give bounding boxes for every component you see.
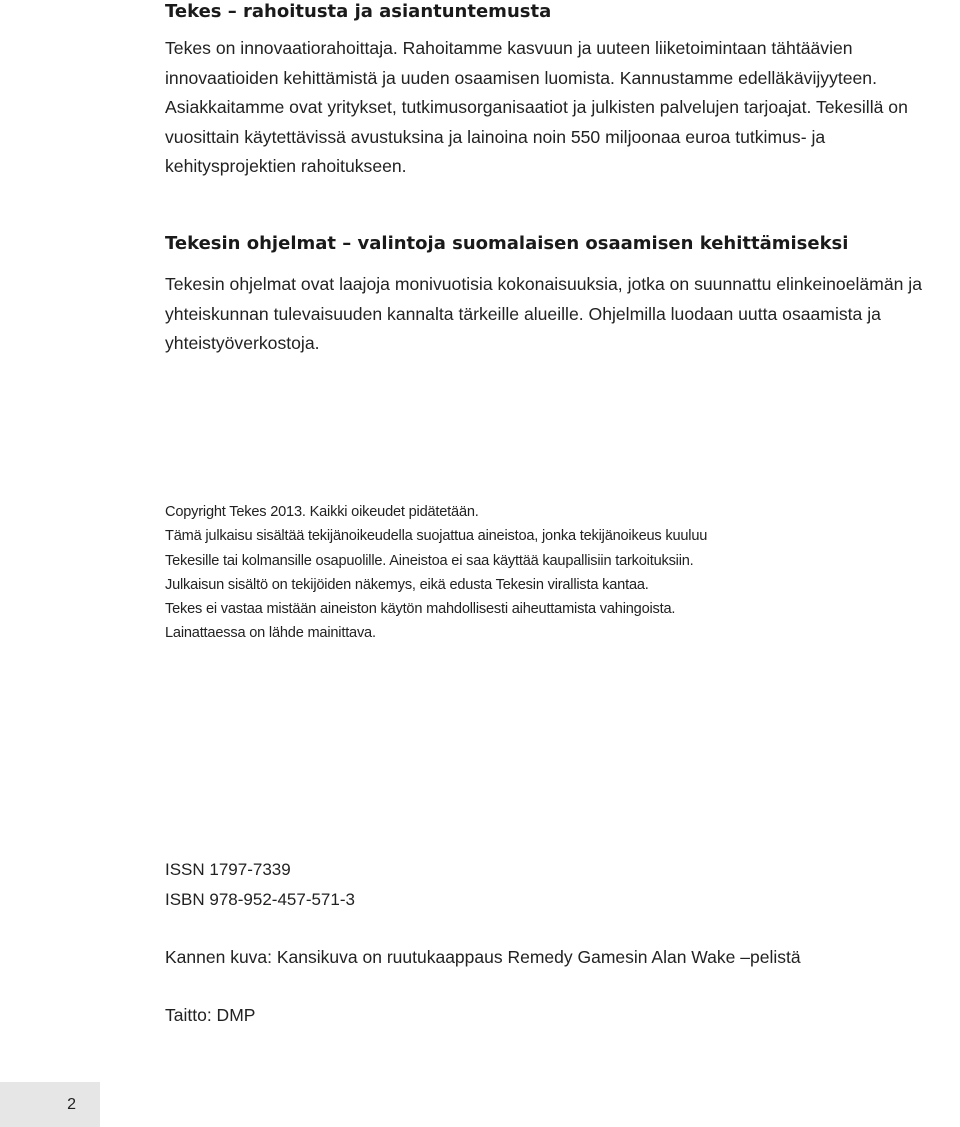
isbn-number: ISBN 978-952-457-571-3: [165, 890, 355, 909]
page-number: 2: [67, 1096, 76, 1113]
copyright-line: Lainattaessa on lähde mainittava.: [165, 625, 376, 642]
page-number-tab: [0, 1082, 100, 1127]
copyright-line: Tämä julkaisu sisältää tekijänoikeudella suojattua aineistoa, jonka tekijänoikeus kuuluu: [165, 528, 708, 545]
copyright-line: Julkaisun sisältö on tekijöiden näkemys, eikä edusta Tekesin virallista kantaa.: [165, 576, 649, 593]
copyright-line: Copyright Tekes 2013. Kaikki oikeudet pidätetään.: [165, 504, 479, 520]
copyright-line: Tekesille tai kolmansille osapuolille. Aineistoa ei saa käyttää kaupallisiin tarkoituksiin.: [165, 552, 694, 569]
intro-heading: Tekes – rahoitusta ja asiantuntemusta: [165, 1, 552, 22]
layout-credit: Taitto: DMP: [165, 1005, 256, 1025]
issn-number: ISSN 1797-7339: [165, 860, 291, 879]
copyright-notice: [165, 500, 865, 646]
intro-paragraph: Tekes on innovaatiorahoittaja. Rahoitamme kasvuun ja uuteen liiketoimintaan tähtäävien innovaatioiden kehittämistä ja uuden osaamisen luomista. Kannustamme edelläkävijyyteen. Asiakkaitamme ovat yritykset, tutkimusorganisaatiot ja julkisten palvelujen tarjoajat. Tekesillä on vuosittain käytettävissä avustuksina ja lainoina noin 550 miljoonaa euroa tutkimus- ja kehitysprojektien rahoitukseen.: [165, 38, 908, 177]
cover-image-credit: Kannen kuva: Kansikuva on ruutukaappaus Remedy Gamesin Alan Wake –pelistä: [165, 947, 801, 967]
programs-heading: Tekesin ohjelmat – valintoja suomalaisen osaamisen kehittämiseksi: [165, 233, 849, 254]
programs-paragraph: Tekesin ohjelmat ovat laajoja monivuotisia kokonaisuuksia, jotka on suunnattu elinkeinoelämän ja yhteiskunnan tulevaisuuden kannalta tärkeille alueille. Ohjelmilla luodaan uutta osaamista ja yhteistyöverkostoja.: [165, 274, 922, 354]
copyright-line: Tekes ei vastaa mistään aineiston käytön mahdollisesti aiheuttamista vahingoista.: [165, 601, 676, 618]
publication-identifiers: [165, 855, 355, 915]
